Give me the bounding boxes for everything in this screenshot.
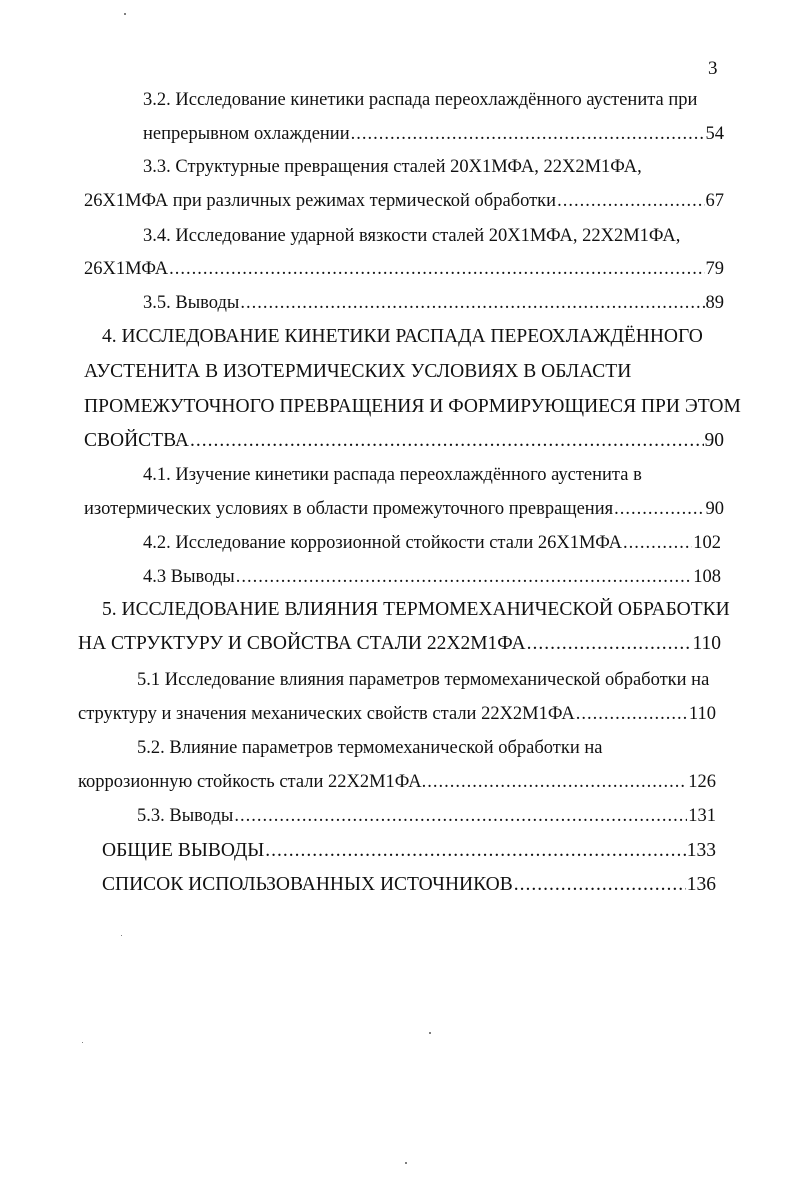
dot-leader xyxy=(169,257,704,281)
dot-leader xyxy=(623,531,692,555)
dot-leader xyxy=(190,429,704,453)
toc-page-number: 102 xyxy=(693,533,721,553)
toc-chapter-4-line2: АУСТЕНИТА В ИЗОТЕРМИЧЕСКИХ УСЛОВИЯХ В ОБЛАСТИ xyxy=(84,361,632,382)
toc-chapter-4-line3: ПРОМЕЖУТОЧНОГО ПРЕВРАЩЕНИЯ И ФОРМИРУЮЩИЕСЯ ПРИ ЭТОМ xyxy=(84,396,741,417)
toc-page-number: 67 xyxy=(705,191,724,211)
toc-page-number: 90 xyxy=(704,430,724,451)
scan-speck xyxy=(121,935,122,936)
toc-entry-text: 5.3. Выводы xyxy=(137,806,234,826)
toc-references[interactable] xyxy=(102,873,716,897)
dot-leader xyxy=(514,873,686,897)
toc-entry-3-4[interactable] xyxy=(84,257,724,281)
dot-leader xyxy=(265,839,685,863)
scan-speck xyxy=(124,13,126,15)
toc-entry-text: коррозионную стойкость стали 22Х2М1ФА. xyxy=(78,772,427,792)
toc-chapter-4[interactable] xyxy=(84,429,724,453)
toc-page-number: 54 xyxy=(705,124,724,144)
toc-page-number: 133 xyxy=(686,840,716,861)
dot-leader xyxy=(351,122,705,146)
toc-entry-4-1[interactable] xyxy=(84,497,724,521)
toc-entry-3-3-title: 3.3. Структурные превращения сталей 20Х1МФА, 22Х2М1ФА, xyxy=(143,157,642,177)
toc-entry-text: 26Х1МФА xyxy=(84,259,169,279)
toc-entry-text: 26Х1МФА при различных режимах термической обработки xyxy=(84,191,557,211)
scan-speck xyxy=(82,1042,83,1043)
toc-entry-5-2[interactable] xyxy=(78,770,716,794)
toc-page-number: 79 xyxy=(705,259,724,279)
toc-page-number: 136 xyxy=(686,874,716,895)
toc-entry-4-2[interactable] xyxy=(143,531,721,555)
toc-chapter-5[interactable] xyxy=(78,632,721,656)
toc-entry-3-5[interactable] xyxy=(143,291,724,315)
dot-leader xyxy=(236,565,693,589)
toc-entry-4-3[interactable] xyxy=(143,565,721,589)
toc-entry-3-2-title: 3.2. Исследование кинетики распада переохлаждённого аустенита при xyxy=(143,90,698,110)
toc-entry-3-3[interactable] xyxy=(84,189,724,213)
toc-entry-text: ОБЩИЕ ВЫВОДЫ xyxy=(102,840,265,861)
toc-entry-5-3[interactable] xyxy=(137,804,716,828)
toc-entry-5-2-title: 5.2. Влияние параметров термомеханической обработки на xyxy=(137,738,603,758)
toc-entry-text: СВОЙСТВА xyxy=(84,430,189,451)
toc-page-number: 110 xyxy=(692,633,721,654)
dot-leader xyxy=(240,291,704,315)
toc-entry-3-2[interactable] xyxy=(143,122,724,146)
toc-page-number: 110 xyxy=(688,704,716,724)
toc-chapter-5-line1: 5. ИССЛЕДОВАНИЕ ВЛИЯНИЯ ТЕРМОМЕХАНИЧЕСКОЙ ОБРАБОТКИ xyxy=(102,599,730,620)
toc-general-conclusions[interactable] xyxy=(102,839,716,863)
toc-entry-text: 4.2. Исследование коррозионной стойкости стали 26Х1МФА xyxy=(143,533,623,553)
toc-entry-text: НА СТРУКТУРУ И СВОЙСТВА СТАЛИ 22Х2М1ФА xyxy=(78,633,526,654)
toc-chapter-4-line1: 4. ИССЛЕДОВАНИЕ КИНЕТИКИ РАСПАДА ПЕРЕОХЛАЖДЁННОГО xyxy=(102,326,703,347)
toc-entry-text: непрерывном охлаждении xyxy=(143,124,350,144)
scan-speck xyxy=(429,1032,431,1034)
toc-page-number: 131 xyxy=(688,806,716,826)
scan-speck xyxy=(405,1162,407,1164)
page-number: 3 xyxy=(708,58,718,79)
dot-leader xyxy=(576,702,688,726)
dot-leader xyxy=(557,189,704,213)
toc-page-number: 108 xyxy=(693,567,721,587)
dot-leader xyxy=(427,770,687,794)
toc-entry-text: изотермических условиях в области промежуточного превращения xyxy=(84,499,614,519)
toc-entry-5-1-title: 5.1 Исследование влияния параметров термомеханической обработки на xyxy=(137,670,710,690)
toc-page-number: 126 xyxy=(688,772,716,792)
dot-leader xyxy=(527,632,692,656)
toc-entry-text: СПИСОК ИСПОЛЬЗОВАННЫХ ИСТОЧНИКОВ xyxy=(102,874,513,895)
toc-entry-text: структуру и значения механических свойств стали 22Х2М1ФА xyxy=(78,704,575,724)
toc-entry-text: 3.5. Выводы xyxy=(143,293,240,313)
toc-entry-3-4-title: 3.4. Исследование ударной вязкости сталей 20Х1МФА, 22Х2М1ФА, xyxy=(143,226,681,246)
dot-leader xyxy=(614,497,704,521)
toc-entry-text: 4.3 Выводы xyxy=(143,567,235,587)
toc-page-number: 90 xyxy=(705,499,724,519)
dot-leader xyxy=(234,804,687,828)
toc-entry-4-1-title: 4.1. Изучение кинетики распада переохлаждённого аустенита в xyxy=(143,465,642,485)
toc-entry-5-1[interactable] xyxy=(78,702,716,726)
toc-page-number: 89 xyxy=(705,293,724,313)
